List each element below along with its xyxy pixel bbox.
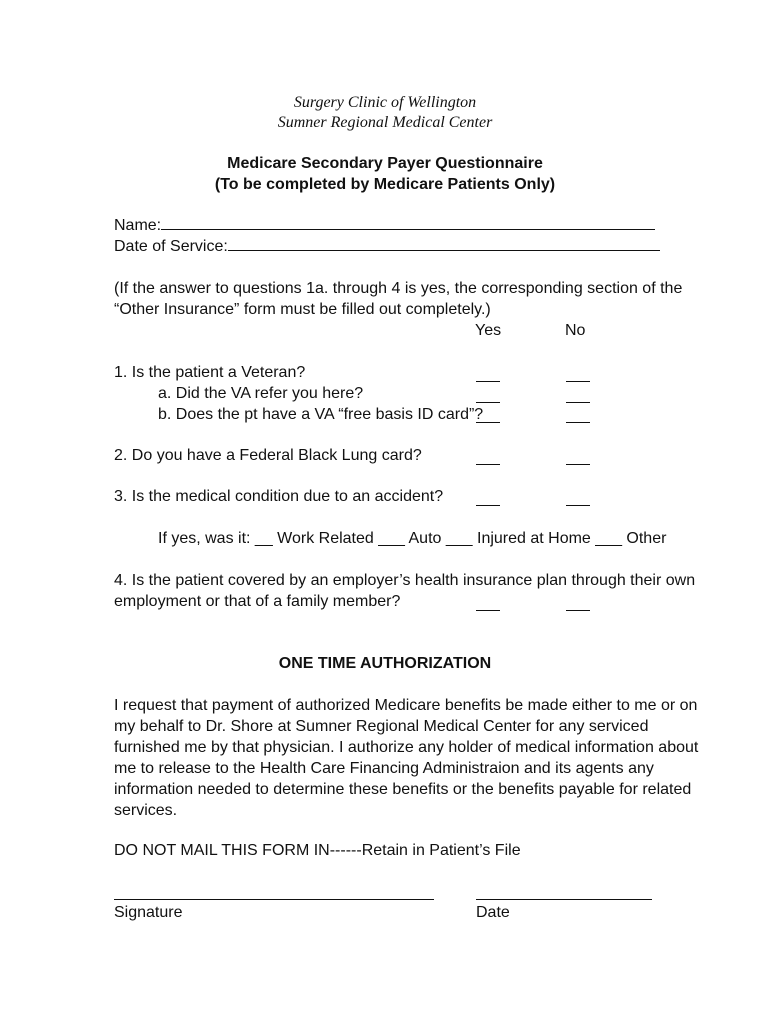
question-1b: b. Does the pt have a VA “free basis ID card”? <box>158 406 484 423</box>
q3-no-blank[interactable] <box>566 505 590 506</box>
date-label: Date <box>476 904 510 921</box>
question-3-followup[interactable]: If yes, was it: __ Work Related ___ Auto ___ Injured at Home ___ Other <box>158 530 667 547</box>
question-2: 2. Do you have a Federal Black Lung card? <box>114 447 422 464</box>
date-of-service-blank[interactable] <box>228 249 660 251</box>
clinic-name: Surgery Clinic of Wellington <box>293 94 477 111</box>
question-4-line-2: employment or that of a family member? <box>114 593 401 610</box>
signature-label: Signature <box>114 904 183 921</box>
mail-notice: DO NOT MAIL THIS FORM IN------Retain in Patient’s File <box>114 842 521 859</box>
q1-no-blank[interactable] <box>566 381 590 382</box>
authorization-heading: ONE TIME AUTHORIZATION <box>278 655 492 672</box>
authorization-line-3: furnished me by that physician. I authorize any holder of medical information about <box>114 739 699 756</box>
name-blank[interactable] <box>161 228 655 230</box>
q1a-no-blank[interactable] <box>566 402 590 403</box>
signature-line[interactable] <box>114 899 434 900</box>
q2-no-blank[interactable] <box>566 464 590 465</box>
q1b-yes-blank[interactable] <box>476 422 500 423</box>
authorization-line-1: I request that payment of authorized Medicare benefits be made either to me or on <box>114 697 698 714</box>
question-4-line-1: 4. Is the patient covered by an employer’s health insurance plan through their own <box>114 572 696 589</box>
authorization-line-2: my behalf to Dr. Shore at Sumner Regional Medical Center for any serviced <box>114 718 649 735</box>
authorization-line-6: services. <box>114 802 178 819</box>
date-of-service-field[interactable] <box>114 238 660 256</box>
authorization-line-4: me to release to the Health Care Financing Administraion and its agents any <box>114 760 654 777</box>
instructions-line-2: “Other Insurance” form must be filled out completely.) <box>114 301 491 318</box>
instructions-line-1: (If the answer to questions 1a. through 4 is yes, the corresponding section of the <box>114 280 683 297</box>
q1-yes-blank[interactable] <box>476 381 500 382</box>
question-1: 1. Is the patient a Veteran? <box>114 364 306 381</box>
q3-yes-blank[interactable] <box>476 505 500 506</box>
no-column-header: No <box>565 322 586 339</box>
q2-yes-blank[interactable] <box>476 464 500 465</box>
form-title: Medicare Secondary Payer Questionnaire <box>227 155 543 172</box>
yes-column-header: Yes <box>475 322 502 339</box>
authorization-line-5: information needed to determine these benefits or the benefits payable for related <box>114 781 692 798</box>
name-label: Name: <box>114 217 162 234</box>
q4-yes-blank[interactable] <box>476 610 500 611</box>
date-of-service-label: Date of Service: <box>114 238 228 255</box>
q4-no-blank[interactable] <box>566 610 590 611</box>
date-line[interactable] <box>476 899 652 900</box>
name-field[interactable] <box>114 217 655 235</box>
question-1a: a. Did the VA refer you here? <box>158 385 364 402</box>
q1a-yes-blank[interactable] <box>476 402 500 403</box>
question-3: 3. Is the medical condition due to an accident? <box>114 488 444 505</box>
q1b-no-blank[interactable] <box>566 422 590 423</box>
hospital-name: Sumner Regional Medical Center <box>277 114 493 131</box>
form-subtitle: (To be completed by Medicare Patients Only) <box>214 176 556 193</box>
